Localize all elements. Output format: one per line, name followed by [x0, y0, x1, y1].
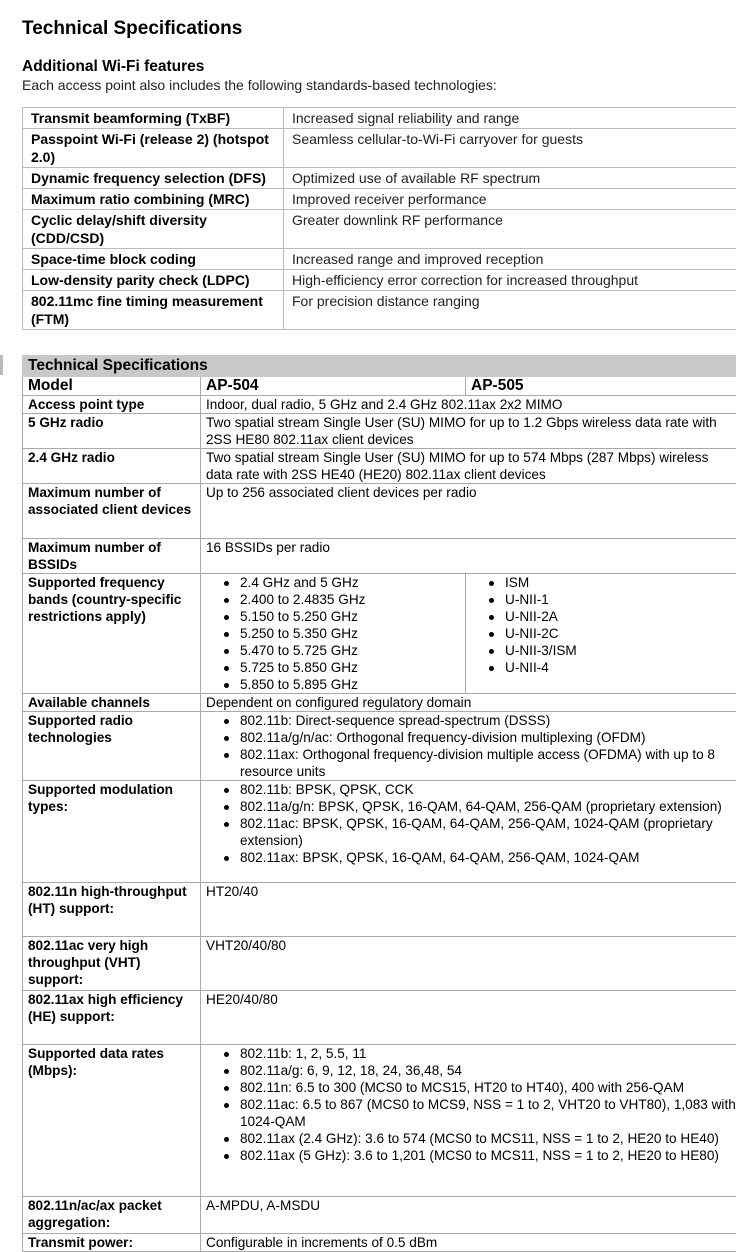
spec-list-item: 802.11ac: BPSK, QPSK, 16-QAM, 64-QAM, 256-QAM, 1024-QAM (proprietary extension) — [220, 815, 736, 849]
spec-row — [23, 539, 736, 574]
page-title: Technical Specifications — [22, 18, 242, 40]
spec-list-item: 2.4 GHz and 5 GHz — [220, 574, 460, 591]
spec-label: 2.4 GHz radio — [23, 449, 201, 484]
spec-list-item: ISM — [485, 574, 736, 591]
spec-list-item: U-NII-2A — [485, 608, 736, 625]
spec-value: A-MPDU, A-MSDU — [201, 1197, 736, 1234]
spec-list-item: 5.470 to 5.725 GHz — [220, 642, 460, 659]
spec-value: HT20/40 — [201, 883, 736, 937]
feature-row — [23, 270, 736, 291]
spec-value: Configurable in increments of 0.5 dBm — [201, 1234, 736, 1252]
feature-row — [23, 189, 736, 210]
spec-label: 802.11n high-throughput (HT) support: — [23, 883, 201, 937]
margin-marker — [0, 355, 3, 375]
spec-label: Available channels — [23, 694, 201, 712]
intro-text: Each access point also includes the following standards-based technologies: — [22, 77, 497, 93]
spec-list-item: 802.11a/g/n: BPSK, QPSK, 16-QAM, 64-QAM, 256-QAM (proprietary extension) — [220, 798, 736, 815]
specs-header-row — [23, 356, 736, 377]
spec-label: Maximum number of BSSIDs — [23, 539, 201, 574]
feature-benefit: Improved receiver performance — [284, 189, 736, 210]
spec-list-item: U-NII-2C — [485, 625, 736, 642]
spec-label: Access point type — [23, 396, 201, 414]
section-title: Additional Wi-Fi features — [22, 58, 204, 76]
model-label: Model — [23, 377, 201, 396]
spec-list-item: 5.250 to 5.350 GHz — [220, 625, 460, 642]
model-b: AP-505 — [466, 377, 736, 396]
spec-row — [23, 712, 736, 781]
spec-list-item: 802.11b: BPSK, QPSK, CCK — [220, 781, 736, 798]
feature-name: Transmit beamforming (TxBF) — [23, 108, 284, 129]
feature-name: 802.11mc fine timing measurement (FTM) — [23, 291, 284, 330]
spec-value — [201, 712, 736, 781]
spec-label: 802.11ac very high throughput (VHT) support: — [23, 937, 201, 991]
spec-list-item: 802.11ac: 6.5 to 867 (MCS0 to MCS9, NSS = 1 to 2, VHT20 to VHT80), 1,083 with 1024-QAM — [220, 1096, 736, 1130]
spec-value-2 — [466, 574, 736, 694]
model-a: AP-504 — [201, 377, 466, 396]
spec-list-item: 2.400 to 2.4835 GHz — [220, 591, 460, 608]
spec-list-item: 802.11ax: BPSK, QPSK, 16-QAM, 64-QAM, 256-QAM, 1024-QAM — [220, 849, 736, 866]
spec-value — [201, 1045, 736, 1197]
spec-label: Supported data rates (Mbps): — [23, 1045, 201, 1197]
spec-value: 16 BSSIDs per radio — [201, 539, 736, 574]
spec-row — [23, 484, 736, 539]
spec-list-item: 802.11n: 6.5 to 300 (MCS0 to MCS15, HT20 to HT40), 400 with 256-QAM — [220, 1079, 736, 1096]
feature-name: Cyclic delay/shift diversity (CDD/CSD) — [23, 210, 284, 249]
spec-value: Two spatial stream Single User (SU) MIMO for up to 574 Mbps (287 Mbps) wireless data rate with 2SS HE40 (HE20) 802.11ax client devices — [201, 449, 736, 484]
spec-label: Maximum number of associated client devices — [23, 484, 201, 539]
feature-benefit: Seamless cellular-to-Wi-Fi carryover for guests — [284, 129, 736, 168]
specs-table — [22, 355, 736, 1252]
spec-value: Dependent on configured regulatory domain — [201, 694, 736, 712]
feature-name: Dynamic frequency selection (DFS) — [23, 168, 284, 189]
spec-list — [206, 781, 736, 866]
feature-name: Passpoint Wi-Fi (release 2) (hotspot 2.0) — [23, 129, 284, 168]
feature-name: Low-density parity check (LDPC) — [23, 270, 284, 291]
spec-list — [206, 712, 736, 780]
spec-row — [23, 694, 736, 712]
spec-label: 802.11ax high efficiency (HE) support: — [23, 991, 201, 1045]
spec-value: HE20/40/80 — [201, 991, 736, 1045]
spec-row — [23, 1045, 736, 1197]
spec-value — [201, 781, 736, 883]
spec-list-item: U-NII-1 — [485, 591, 736, 608]
feature-row — [23, 249, 736, 270]
feature-benefit: For precision distance ranging — [284, 291, 736, 330]
spec-row — [23, 991, 736, 1045]
feature-name: Space-time block coding — [23, 249, 284, 270]
spec-list-item: 802.11ax: Orthogonal frequency-division multiple access (OFDMA) with up to 8 resource units — [220, 746, 736, 780]
spec-list-item: 802.11ax (2.4 GHz): 3.6 to 574 (MCS0 to MCS11, NSS = 1 to 2, HE20 to HE40) — [220, 1130, 736, 1147]
feature-row — [23, 129, 736, 168]
spec-value: VHT20/40/80 — [201, 937, 736, 991]
feature-benefit: Greater downlink RF performance — [284, 210, 736, 249]
spec-list-item: 802.11b: Direct-sequence spread-spectrum (DSSS) — [220, 712, 736, 729]
spec-value — [201, 574, 466, 694]
spec-label: Supported radio technologies — [23, 712, 201, 781]
spec-list-item: 802.11b: 1, 2, 5.5, 11 — [220, 1045, 736, 1062]
feature-row — [23, 168, 736, 189]
spec-list-item: U-NII-4 — [485, 659, 736, 676]
specs-header: Technical Specifications — [23, 356, 736, 377]
spec-row — [23, 1197, 736, 1234]
spec-label: Supported modulation types: — [23, 781, 201, 883]
spec-row — [23, 396, 736, 414]
spec-list — [206, 574, 460, 693]
spec-list-item: 802.11a/g/n/ac: Orthogonal frequency-division multiplexing (OFDM) — [220, 729, 736, 746]
spec-list-item: 5.150 to 5.250 GHz — [220, 608, 460, 625]
spec-row — [23, 937, 736, 991]
feature-benefit: High-efficiency error correction for increased throughput — [284, 270, 736, 291]
feature-benefit: Increased signal reliability and range — [284, 108, 736, 129]
spec-label: 5 GHz radio — [23, 414, 201, 449]
spec-list — [206, 1045, 736, 1164]
feature-name: Maximum ratio combining (MRC) — [23, 189, 284, 210]
spec-list-item: 5.725 to 5.850 GHz — [220, 659, 460, 676]
spec-label: Transmit power: — [23, 1234, 201, 1252]
spec-list — [471, 574, 736, 676]
spec-value: Two spatial stream Single User (SU) MIMO for up to 1.2 Gbps wireless data rate with 2SS HE80 802.11ax client devices — [201, 414, 736, 449]
spec-list-item: 5.850 to 5.895 GHz — [220, 676, 460, 693]
feature-row — [23, 108, 736, 129]
spec-value: Up to 256 associated client devices per radio — [201, 484, 736, 539]
spec-label: Supported frequency bands (country-specific restrictions apply) — [23, 574, 201, 694]
model-row — [23, 377, 736, 396]
spec-row — [23, 883, 736, 937]
spec-row — [23, 414, 736, 449]
spec-row — [23, 449, 736, 484]
feature-row — [23, 210, 736, 249]
feature-benefit: Increased range and improved reception — [284, 249, 736, 270]
feature-benefit: Optimized use of available RF spectrum — [284, 168, 736, 189]
spec-label: 802.11n/ac/ax packet aggregation: — [23, 1197, 201, 1234]
features-table — [22, 107, 736, 330]
feature-row — [23, 291, 736, 330]
spec-row — [23, 574, 736, 694]
spec-list-item: U-NII-3/ISM — [485, 642, 736, 659]
spec-list-item: 802.11a/g: 6, 9, 12, 18, 24, 36,48, 54 — [220, 1062, 736, 1079]
spec-list-item: 802.11ax (5 GHz): 3.6 to 1,201 (MCS0 to MCS11, NSS = 1 to 2, HE20 to HE80) — [220, 1147, 736, 1164]
spec-value: Indoor, dual radio, 5 GHz and 2.4 GHz 802.11ax 2x2 MIMO — [201, 396, 736, 414]
spec-row — [23, 781, 736, 883]
spec-row — [23, 1234, 736, 1252]
